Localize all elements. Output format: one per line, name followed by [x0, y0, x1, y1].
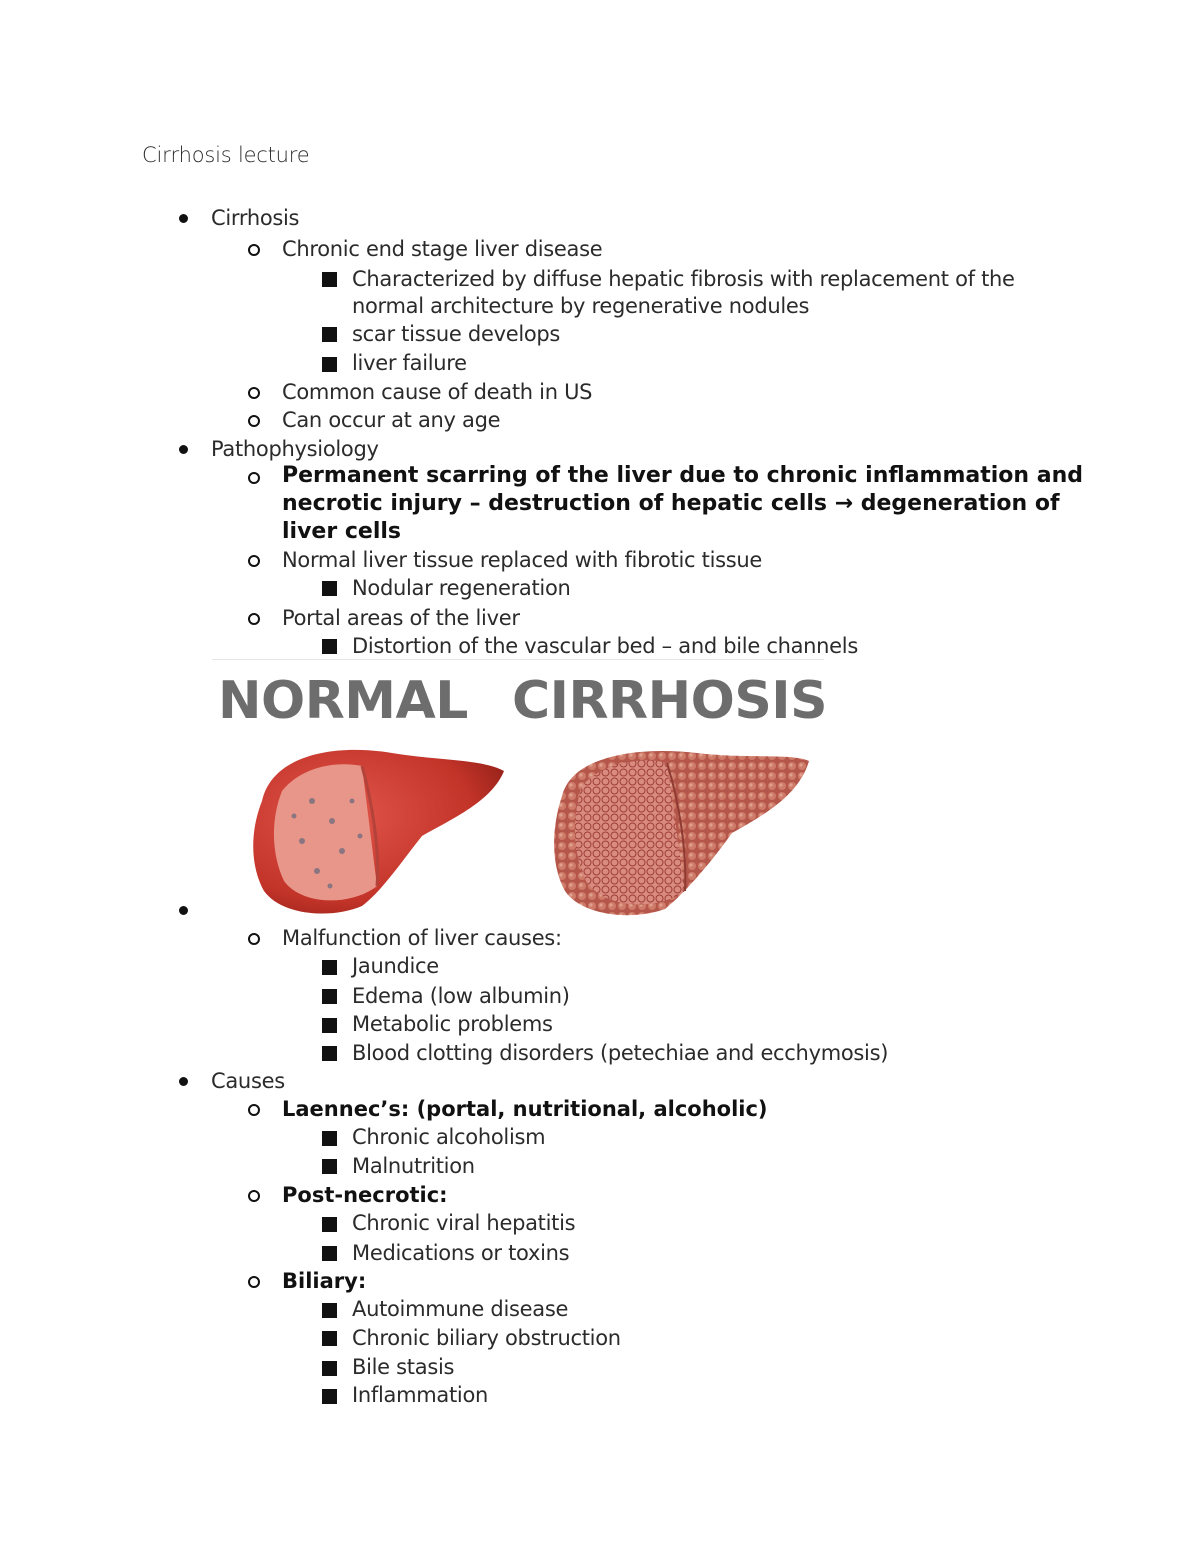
bullet-disc: [179, 214, 188, 223]
laennec-heading: Laennec’s: (portal, nutritional, alcoholic): [282, 1097, 768, 1121]
bullet-circle: [248, 415, 260, 427]
malfunction-item: Metabolic problems: [352, 1012, 553, 1036]
nodular-item: Nodular regeneration: [352, 576, 571, 600]
normal-replaced-item: Normal liver tissue replaced with fibrotic tissue: [282, 548, 763, 572]
bullet-square: [322, 960, 337, 975]
bullet-circle: [248, 244, 260, 256]
permanent-line-1: Permanent scarring of the liver due to chronic inflammation and: [282, 463, 1083, 488]
biliary-item: Autoimmune disease: [352, 1297, 569, 1321]
bullet-square: [322, 581, 337, 596]
bullet-square: [322, 1217, 337, 1232]
postnecrotic-heading: Post-necrotic:: [282, 1183, 448, 1207]
characterized-line-1: Characterized by diffuse hepatic fibrosis with replacement of the: [352, 267, 1015, 291]
bullet-circle: [248, 613, 260, 625]
portal-item: Portal areas of the liver: [282, 606, 520, 630]
bullet-square: [322, 1131, 337, 1146]
bullet-circle: [248, 555, 260, 567]
bullet-circle: [248, 933, 260, 945]
permanent-line-2: necrotic injury – destruction of hepatic cells → degeneration of: [282, 491, 1060, 516]
bullet-disc: [179, 1077, 188, 1086]
age-item: Can occur at any age: [282, 408, 501, 432]
figure-label-cirrhosis: CIRRHOSIS: [512, 671, 828, 731]
bullet-square: [322, 989, 337, 1004]
bullet-square: [322, 1159, 337, 1174]
bullet-square: [322, 1361, 337, 1376]
bullet-square: [322, 1018, 337, 1033]
bullet-square: [322, 639, 337, 654]
permanent-line-3: liver cells: [282, 519, 401, 544]
bullet-square: [322, 1331, 337, 1346]
page-title: Cirrhosis lecture: [142, 143, 310, 167]
bullet-square: [322, 272, 337, 287]
bullet-circle: [248, 1276, 260, 1288]
bullet-disc: [179, 445, 188, 454]
biliary-heading: Biliary:: [282, 1269, 367, 1293]
malfunction-item: Edema (low albumin): [352, 984, 570, 1008]
laennec-item: Malnutrition: [352, 1154, 475, 1178]
scar-item: scar tissue develops: [352, 322, 561, 346]
bullet-circle: [248, 387, 260, 399]
biliary-item: Chronic biliary obstruction: [352, 1326, 621, 1350]
distortion-item: Distortion of the vascular bed – and bile channels: [352, 634, 858, 658]
bullet-square: [322, 357, 337, 372]
postnecrotic-item: Medications or toxins: [352, 1241, 570, 1265]
normal-liver-image: [242, 741, 512, 921]
causes-heading: Causes: [211, 1069, 285, 1093]
bullet-square: [322, 1389, 337, 1404]
common-item: Common cause of death in US: [282, 380, 593, 404]
bullet-circle: [248, 472, 260, 484]
bullet-square: [322, 327, 337, 342]
liver-comparison-figure: [212, 659, 828, 921]
failure-item: liver failure: [352, 351, 467, 375]
postnecrotic-item: Chronic viral hepatitis: [352, 1211, 576, 1235]
characterized-line-2: normal architecture by regenerative nodules: [352, 294, 810, 318]
bullet-square: [322, 1246, 337, 1261]
figure-label-normal: NORMAL: [218, 671, 468, 731]
laennec-item: Chronic alcoholism: [352, 1125, 546, 1149]
cirrhosis-heading: Cirrhosis: [211, 206, 300, 230]
malfunction-item: Jaundice: [352, 954, 439, 978]
chronic-item: Chronic end stage liver disease: [282, 237, 603, 261]
malfunction-item: Blood clotting disorders (petechiae and ecchymosis): [352, 1041, 889, 1065]
cirrhosis-liver-image: [547, 741, 817, 921]
biliary-item: Bile stasis: [352, 1355, 455, 1379]
biliary-item: Inflammation: [352, 1383, 489, 1407]
malfunction-heading: Malfunction of liver causes:: [282, 926, 562, 950]
pathophysiology-heading: Pathophysiology: [211, 437, 379, 461]
bullet-disc: [179, 906, 188, 915]
bullet-square: [322, 1046, 337, 1061]
bullet-circle: [248, 1104, 260, 1116]
bullet-square: [322, 1303, 337, 1318]
bullet-circle: [248, 1190, 260, 1202]
